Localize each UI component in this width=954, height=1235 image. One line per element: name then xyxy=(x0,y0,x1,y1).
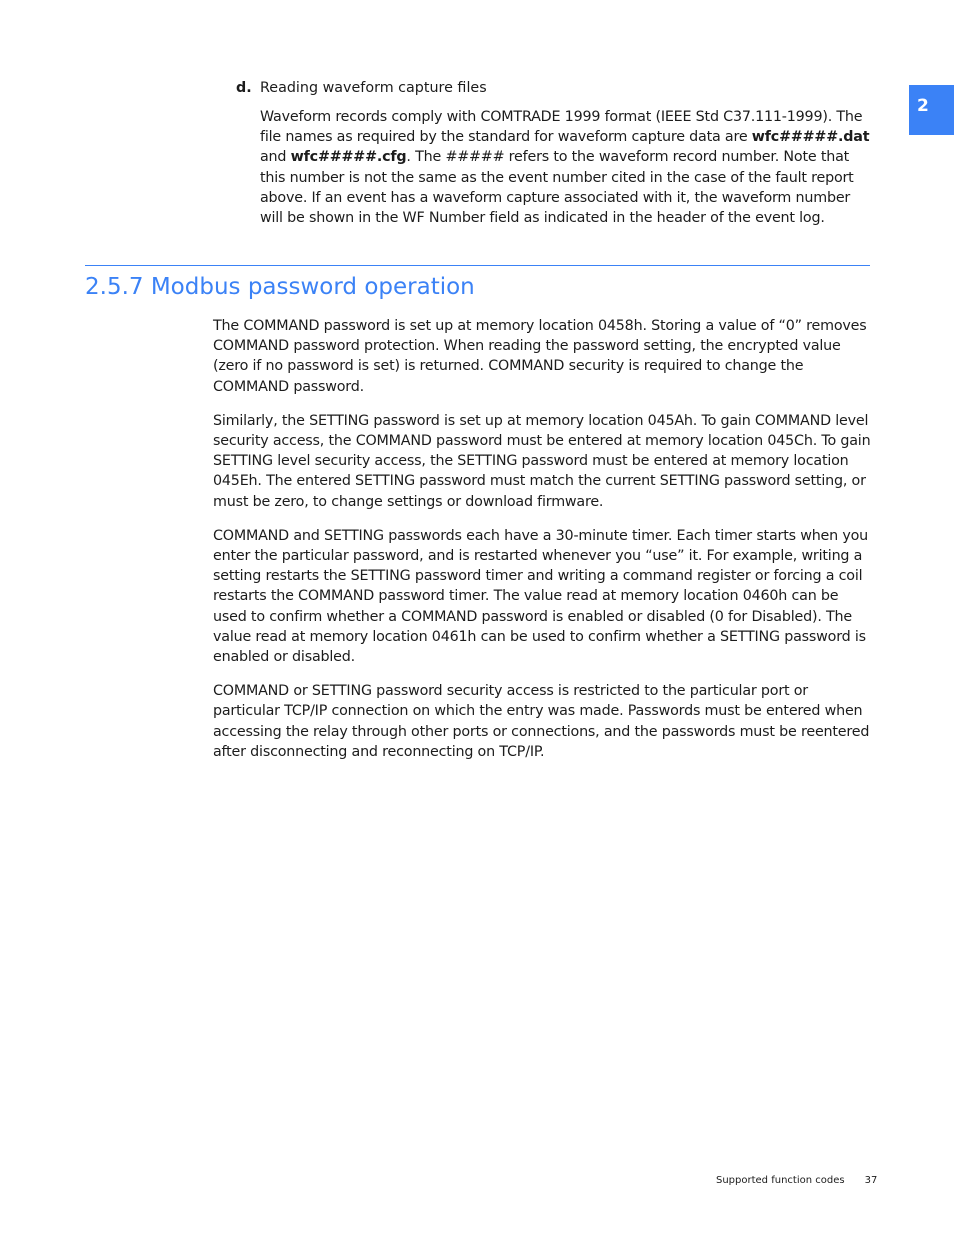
waveform-text-1: Waveform records comply with COMTRADE 1999 format (IEEE Std C37.111-1999). The file names as required by the standard for waveform capture data are xyxy=(260,109,863,146)
chapter-tab: 2 xyxy=(909,85,954,135)
paragraph-command-password: The COMMAND password is set up at memory location 0458h. Storing a value of “0” removes COMMAND password protection. When reading the password setting, the encrypted value (zero if no password is set) is returned. COMMAND security is required to change the COMMAND password. xyxy=(213,318,867,395)
section-divider xyxy=(85,265,870,266)
cfg-filename: wfc#####.cfg xyxy=(290,149,407,166)
paragraph-port-restriction: COMMAND or SETTING password security access is restricted to the particular port or particular TCP/IP connection on which the entry was made. Passwords must be entered when accessing the relay through other ports or connections, and the passwords must be reentered after disconnecting and reconnecting on TCP/IP. xyxy=(213,683,870,760)
waveform-text-2: and xyxy=(260,149,291,166)
section-heading: 2.5.7 Modbus password operation xyxy=(85,274,475,300)
footer-section-name: Supported function codes xyxy=(716,1175,845,1186)
paragraph-setting-password: Similarly, the SETTING password is set up at memory location 045Ah. To gain COMMAND level security access, the COMMAND password must be entered at memory location 045Ch. To gain SETTING level security access, the SETTING password must be entered at memory location 045Eh. The entered SETTING password must match the current SETTING password setting, or must be zero, to change settings or download firmware. xyxy=(213,412,871,510)
waveform-text-3: . The ##### refers to the waveform record number. Note that this number is not the same as the event number cited in the case of the fault report above. If an event has a waveform capture associated with it, the waveform number will be shown in the WF Number field as indicated in the header of the event log. xyxy=(260,149,854,227)
waveform-paragraph xyxy=(260,107,872,228)
list-item-title: Reading waveform capture files xyxy=(260,80,487,96)
paragraph-password-timer: COMMAND and SETTING passwords each have a 30-minute timer. Each timer starts when you enter the particular password, and is restarted whenever you “use” it. For example, writing a setting restarts the SETTING password timer and writing a command register or forcing a coil restarts the COMMAND password timer. The value read at memory location 0460h can be used to confirm whether a COMMAND password is enabled or disabled (0 for Disabled). The value read at memory location 0461h can be used to confirm whether a SETTING password is enabled or disabled. xyxy=(213,527,869,666)
page-footer xyxy=(716,1175,877,1186)
page-number: 37 xyxy=(864,1175,878,1186)
section-body xyxy=(213,316,873,776)
dat-filename: wfc#####.dat xyxy=(751,129,870,146)
list-marker: d. xyxy=(236,80,252,96)
